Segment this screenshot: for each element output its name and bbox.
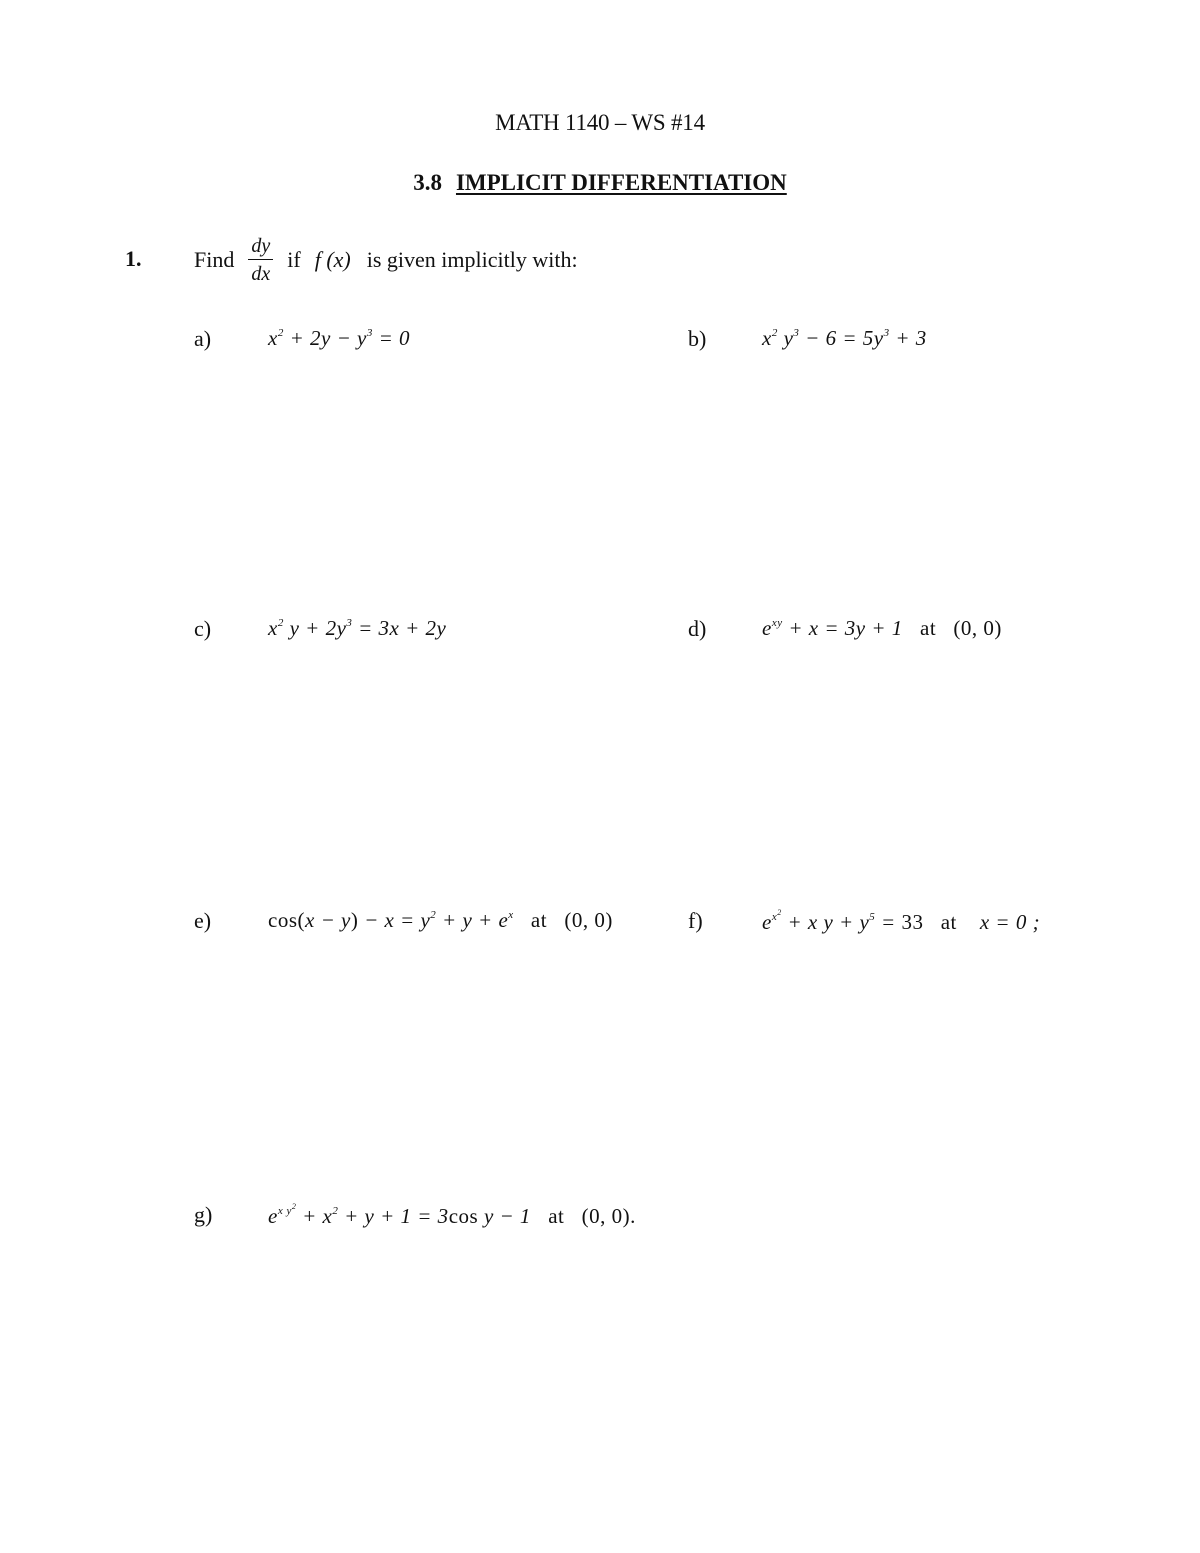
equation-d: $e^{xy} + x = 3y + 1$ at (0, 0) — [762, 616, 1002, 640]
equation-c: $x^2$ $y + 2y^3 = 3x + 2y$ — [268, 616, 447, 640]
derivative-numerator: dy — [251, 235, 271, 257]
part-label-a: a) — [194, 326, 212, 351]
problem-instruction — [194, 232, 578, 288]
instruction-find: Find — [194, 247, 235, 272]
equation-b: $x^2$ $y^3 - 6 = 5y^3 + 3$ — [762, 326, 927, 350]
derivative-fraction — [248, 236, 273, 284]
equation-e: $\cos(x - y) - x = y^2 + y + e^x$ at (0, 0) — [268, 908, 613, 932]
part-label-g: g) — [194, 1202, 213, 1227]
section-number: 3.8 — [413, 170, 442, 195]
instruction-function: f (x) — [314, 247, 351, 272]
equation-g: $e^{x y^2} + x^2 + y + 1 = 3\cos$ y − 1 at (0, 0). — [268, 1202, 636, 1228]
section-title: IMPLICIT DIFFERENTIATION — [455, 170, 787, 195]
part-label-d: d) — [688, 616, 707, 641]
instruction-rest: is given implicitly with: — [366, 247, 578, 272]
equation-a: $x^2 + 2y - y^3 = 0$ — [268, 326, 410, 350]
worksheet-header: MATH 1140 – WS #14 — [495, 110, 705, 135]
part-label-f: f) — [688, 908, 703, 933]
derivative-denominator: dx — [251, 263, 271, 285]
part-label-c: c) — [194, 616, 212, 641]
part-label-b: b) — [688, 326, 707, 351]
equation-f: $e^{x^2} + x$ $y + y^5 = 33$ at x = 0 ; — [762, 908, 1041, 934]
problem-number: 1. — [125, 246, 142, 271]
instruction-if: if — [287, 247, 301, 272]
part-label-e: e) — [194, 908, 212, 933]
section-heading — [0, 170, 1200, 196]
